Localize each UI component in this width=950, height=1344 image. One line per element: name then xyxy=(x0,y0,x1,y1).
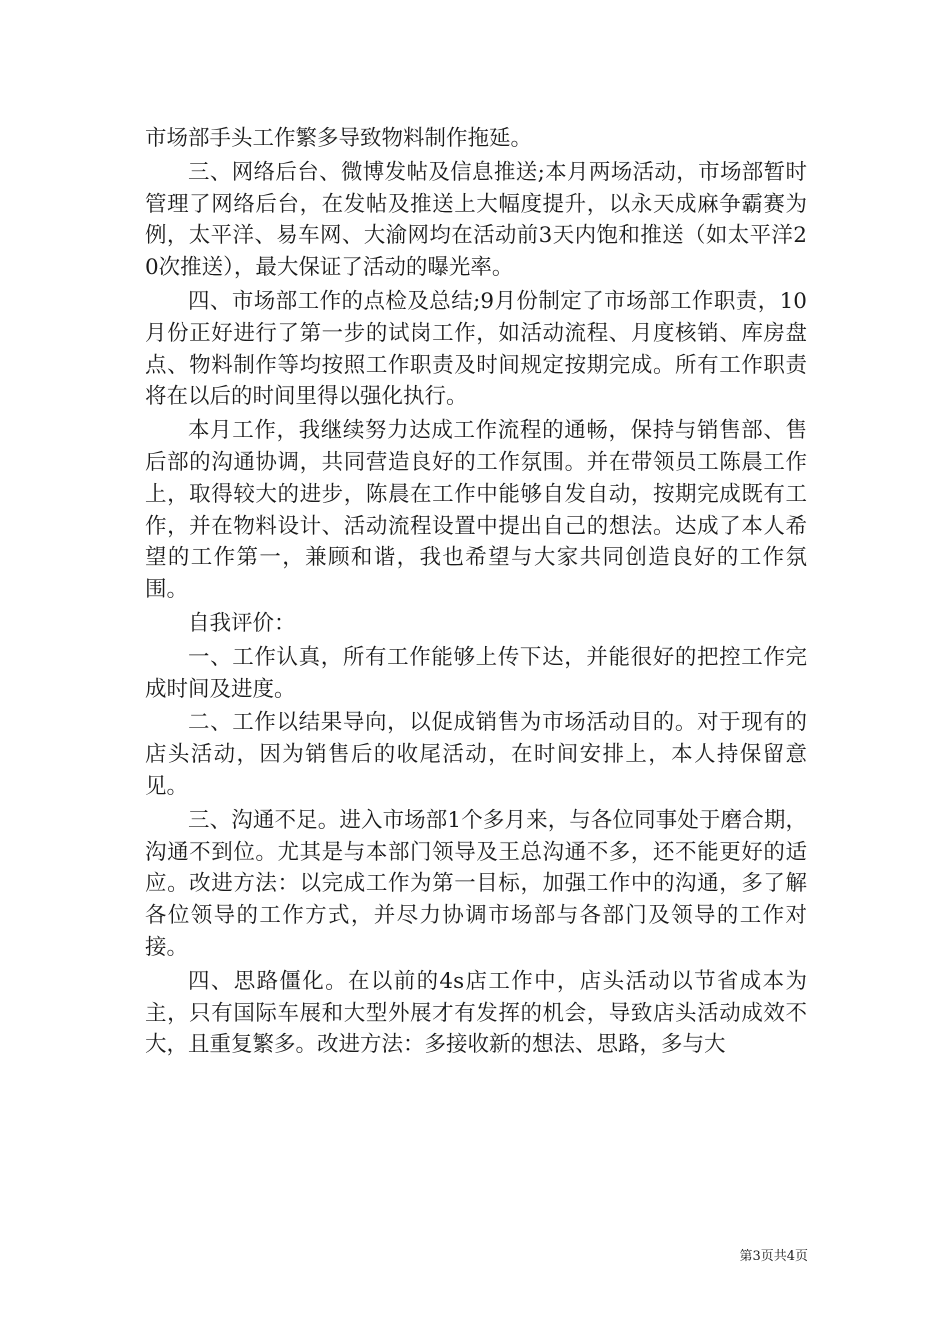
paragraph-self-evaluation-heading: 自我评价： xyxy=(188,610,296,636)
page-number: 第3页共4页 xyxy=(739,1249,808,1264)
paragraph-continuation: 市场部手头工作繁多导致物料制作拖延。 xyxy=(145,126,533,151)
paragraph-evaluation-4: 四、思路僵化。在以前的4s店工作中，店头活动以节省成本为主，只有国际车展和大型外展才有发挥的机会，导致店头活动成效不大，且重复繁多。改进方法：多接收新的想法、思路，多与大 xyxy=(145,968,807,1058)
paragraph-monthly-work: 本月工作，我继续努力达成工作流程的通畅，保持与销售部、售后部的沟通协调，共同营造良好的工作氛围。并在带领员工陈晨工作上，取得较大的进步，陈晨在工作中能够自发自动，按期完成既有工作，并在物料设计、活动流程设置中提出自己的想法。达成了本人希望的工作第一，兼顾和谐，我也希望与大家共同创造良好的工作氛围。 xyxy=(145,418,807,603)
paragraph-inspection-summary: 四、市场部工作的点检及总结;9月份制定了市场部工作职责，10月份正好进行了第一步的试岗工作，如活动流程、月度核销、库房盘点、物料制作等均按照工作职责及时间规定按期完成。所有工作职责将在以后的时间里得以强化执行。 xyxy=(145,288,807,410)
paragraph-evaluation-2: 二、工作以结果导向，以促成销售为市场活动目的。对于现有的店头活动，因为销售后的收尾活动，在时间安排上，本人持保留意见。 xyxy=(145,710,807,799)
paragraph-evaluation-1: 一、工作认真，所有工作能够上传下达，并能很好的把控工作完成时间及进度。 xyxy=(145,644,807,702)
paragraph-network-backend: 三、网络后台、微博发帖及信息推送;本月两场活动，市场部暂时管理了网络后台，在发帖及推送上大幅度提升，以永天成麻争霸赛为例，太平洋、易车网、大渝网均在活动前3天内饱和推送（如太平洋20次推送），最大保证了活动的曝光率。 xyxy=(145,159,807,281)
paragraph-evaluation-3: 三、沟通不足。进入市场部1个多月来，与各位同事处于磨合期，沟通不到位。尤其是与本部门领导及王总沟通不多，还不能更好的适应。改进方法：以完成工作为第一目标，加强工作中的沟通，多了解各位领导的工作方式，并尽力协调市场部与各部门及领导的工作对接。 xyxy=(145,807,807,960)
document-body xyxy=(145,123,807,1063)
